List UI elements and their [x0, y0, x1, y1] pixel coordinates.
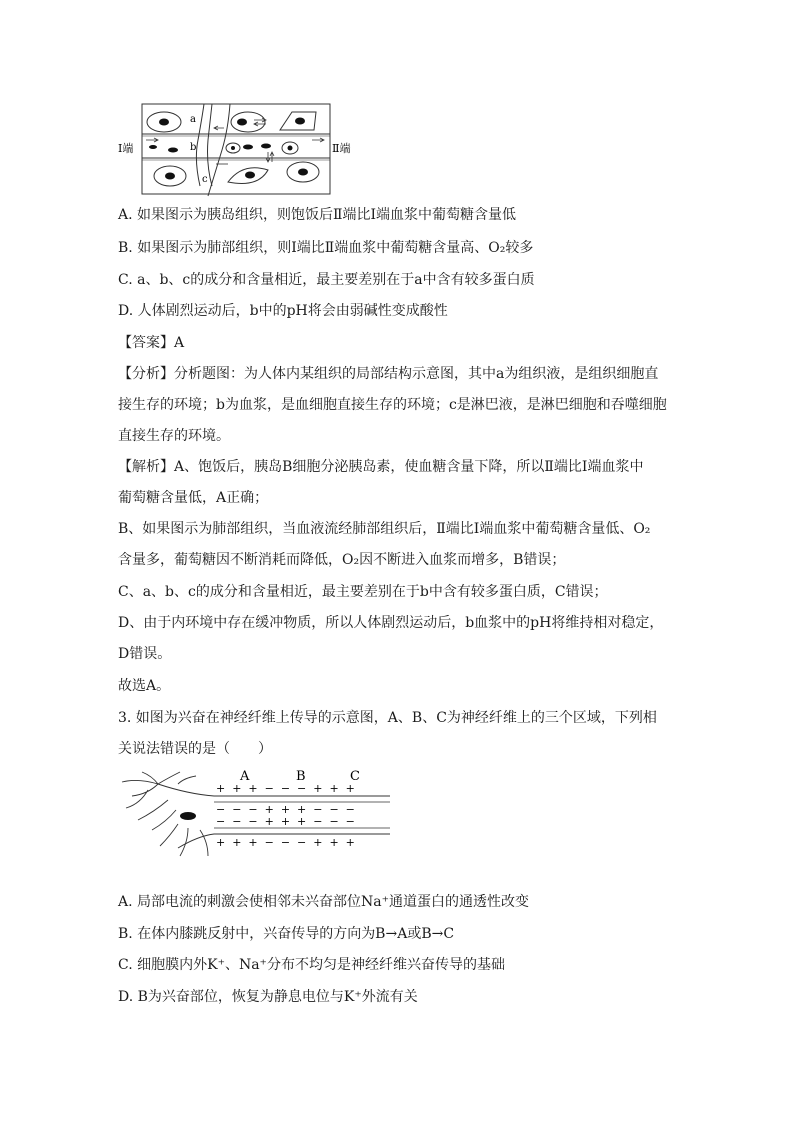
explanation-line: 葡萄糖含量低，A正确； [118, 490, 269, 506]
charge-row-outer-bottom: + + + − − − + + + [216, 836, 355, 849]
charge-row-inner-bottom: − − − + + + − − − [216, 815, 355, 828]
neuron-nucleus [180, 812, 196, 820]
right-end-label: Ⅱ端 [332, 142, 351, 155]
q3-option-d: D. B为兴奋部位，恢复为静息电位与K⁺外流有关 [118, 989, 418, 1005]
explanation-line: 【解析】A、饱饭后，胰岛B细胞分泌胰岛素，使血糖含量下降，所以Ⅱ端比Ⅰ端血浆中 [118, 459, 644, 475]
left-end-label: Ⅰ端 [118, 142, 134, 155]
explanation-line: D、由于内环境中存在缓冲物质，所以人体剧烈运动后，b血浆中的pH将维持相对稳定， [118, 615, 664, 631]
flow-arrow [146, 138, 158, 142]
region-label-c: C [350, 769, 360, 784]
label-b: b [190, 142, 197, 153]
q3-stem-line: 3. 如图为兴奋在神经纤维上传导的示意图，A、B、C为神经纤维上的三个区域，下列相 [118, 710, 657, 726]
q2-option-d: D. 人体剧烈运动后，b中的pH将会由弱碱性变成酸性 [118, 303, 448, 319]
tissue-structure-figure [118, 100, 358, 198]
explanation-line: B、如果图示为肺部组织，当血液流经肺部组织后，Ⅱ端比Ⅰ端血浆中葡萄糖含量低、O₂ [118, 521, 651, 537]
blood-cell [243, 145, 253, 150]
region-label-a: A [240, 769, 250, 784]
neuron-dendrites [122, 772, 208, 856]
charge-row-inner-top: − − − + + + − − − [216, 803, 355, 816]
q2-option-c: C. a、b、c的成分和含量相近，最主要差别在于a中含有较多蛋白质 [118, 272, 535, 288]
nerve-fiber-figure [118, 764, 398, 864]
label-a: a [190, 114, 196, 125]
explanation-line: 故选A。 [118, 678, 171, 694]
flow-arrow [312, 138, 324, 142]
analysis-line: 直接生存的环境。 [118, 428, 230, 444]
tissue-cell [231, 112, 265, 132]
analysis-line: 接生存的环境；b为血浆，是血细胞直接生存的环境；c是淋巴液，是淋巴细胞和吞噬细胞 [118, 397, 667, 413]
explanation-line: D错误。 [118, 646, 172, 662]
charge-row-outer-top: + + + − − − + + + [216, 782, 355, 795]
explanation-line: 含量多，葡萄糖因不断消耗而降低，O₂因不断进入血浆而增多，B错误； [118, 552, 566, 568]
q2-answer: 【答案】A [118, 335, 185, 351]
label-c: c [202, 174, 208, 185]
blood-cell [261, 144, 271, 149]
q2-option-b: B. 如果图示为肺部组织，则Ⅰ端比Ⅱ端血浆中葡萄糖含量高、O₂较多 [118, 240, 534, 256]
q3-option-a: A. 局部电流的刺激会使相邻未兴奋部位Na⁺通道蛋白的通透性改变 [118, 894, 529, 910]
q3-option-b: B. 在体内膝跳反射中，兴奋传导的方向为B→A或B→C [118, 926, 455, 942]
analysis-line: 【分析】分析题图：为人体内某组织的局部结构示意图，其中a为组织液，是组织细胞直 [118, 366, 659, 382]
q3-stem-line: 关说法错误的是（ ） [118, 741, 272, 757]
region-label-b: B [296, 769, 306, 784]
blood-cell [168, 148, 178, 153]
q3-option-c: C. 细胞膜内外K⁺、Na⁺分布不均匀是神经纤维兴奋传导的基础 [118, 957, 505, 973]
blood-cell [149, 145, 157, 149]
explanation-line: C、a、b、c的成分和含量相近，最主要差别在于b中含有较多蛋白质，C错误； [118, 584, 608, 600]
q2-option-a: A. 如果图示为胰岛组织，则饱饭后Ⅱ端比Ⅰ端血浆中葡萄糖含量低 [118, 207, 517, 223]
